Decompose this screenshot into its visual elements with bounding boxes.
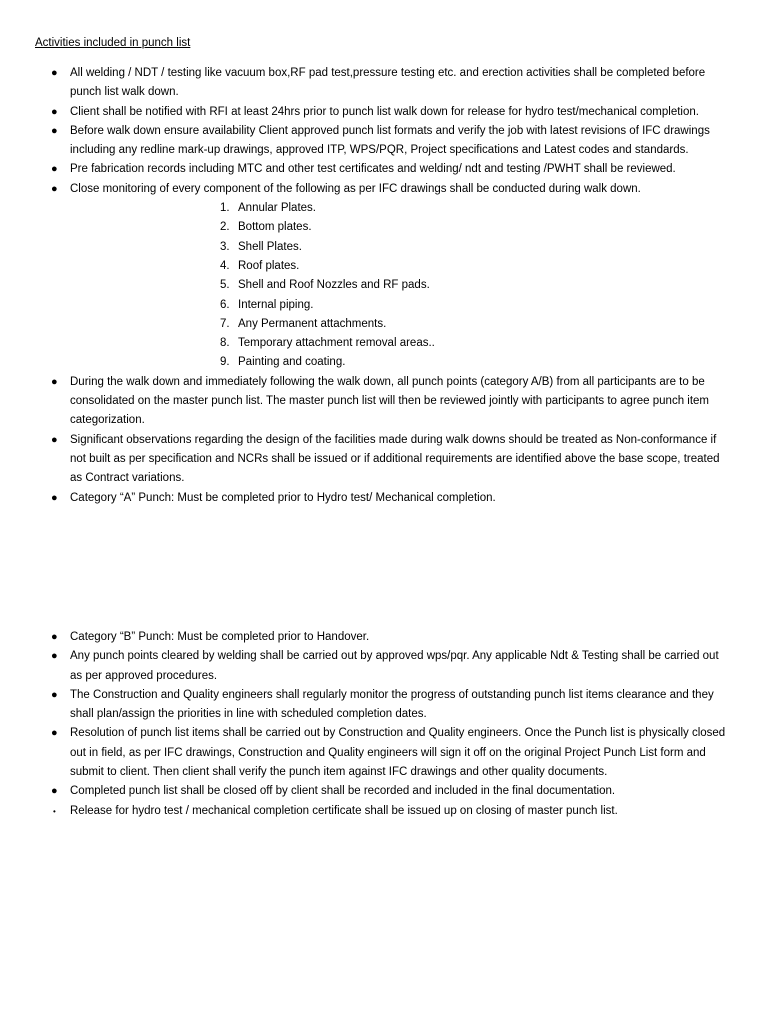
list-item-text: Significant observations regarding the design of the facilities made during walk downs should be treated as Non-conformance if not built as per specification and NCRs shall be issued or if additional requirements are identified above the base scope, treated as Contract variations.	[70, 433, 720, 485]
list-item	[0, 160, 768, 179]
list-item	[0, 647, 768, 686]
component-number: 5.	[220, 279, 230, 292]
bullet-icon: •	[53, 806, 56, 816]
component-text: Painting and coating.	[238, 356, 346, 369]
component-number: 3.	[220, 240, 230, 253]
bullet-icon: ●	[51, 491, 58, 504]
bullet-icon: ●	[51, 163, 58, 176]
list-item	[0, 802, 768, 821]
component-text: Bottom plates.	[238, 221, 312, 234]
component-number: 6.	[220, 298, 230, 311]
list-item	[0, 628, 768, 647]
bullet-icon: ●	[51, 785, 58, 798]
list-item-text: Before walk down ensure availability Client approved punch list formats and verify the job with latest revisions of IFC drawings including any redline mark-up drawings, approved ITP, WPS/PQR, Project specifications and Latest codes and standards.	[70, 124, 710, 157]
list-item-text: Any punch points cleared by welding shall be carried out by approved wps/pqr. Any applicable Ndt & Testing shall be carried out as per approved procedures.	[70, 650, 719, 682]
bullet-icon: ●	[51, 727, 58, 740]
list-item	[0, 180, 768, 373]
list-item-text: During the walk down and immediately following the walk down, all punch points (category A/B) from all participants are to be consolidated on the master punch list. The master punch list will then be reviewed jointly with participants to agree punch item categorization.	[70, 375, 710, 427]
list-item-text: Pre fabrication records including MTC and other test certificates and welding/ ndt and testing /PWHT shall be reviewed.	[70, 163, 676, 176]
component-number: 1.	[220, 202, 230, 215]
list-item-text: The Construction and Quality engineers shall regularly monitor the progress of outstanding punch list items clearance and they shall plan/assign the priorities in line with scheduled completion dates.	[70, 688, 714, 721]
component-number: 8.	[220, 337, 230, 350]
component-item	[70, 199, 732, 218]
list-item-text: Category “A” Punch: Must be completed prior to Hydro test/ Mechanical completion.	[70, 491, 496, 504]
list-item	[0, 373, 768, 431]
component-text: Annular Plates.	[238, 202, 316, 215]
list-item	[0, 431, 768, 489]
component-item	[70, 334, 732, 353]
component-item	[70, 276, 732, 295]
component-number: 7.	[220, 317, 230, 330]
bullet-icon: ●	[51, 124, 58, 137]
list-item	[0, 122, 768, 161]
list-item	[0, 782, 768, 801]
component-item	[70, 257, 732, 276]
component-item	[70, 315, 732, 334]
component-text: Temporary attachment removal areas..	[238, 337, 435, 350]
list-item	[0, 489, 768, 508]
list-item-text: Close monitoring of every component of the following as per IFC drawings shall be conducted during walk down.	[70, 182, 641, 195]
component-item	[70, 296, 732, 315]
component-number: 4.	[220, 259, 230, 272]
list-item-text: Category “B” Punch: Must be completed prior to Handover.	[70, 631, 370, 643]
bullet-icon: ●	[51, 631, 58, 643]
component-text: Shell Plates.	[238, 240, 302, 253]
component-number: 2.	[220, 221, 230, 234]
component-number: 9.	[220, 356, 230, 369]
bullet-icon: ●	[51, 650, 58, 663]
list-item-text: Release for hydro test / mechanical completion certificate shall be issued up on closing of master punch list.	[70, 804, 618, 817]
list-item-text: Completed punch list shall be closed off by client shall be recorded and included in the final documentation.	[70, 785, 616, 798]
bullet-icon: ●	[51, 688, 58, 701]
list-item	[0, 103, 768, 122]
component-list	[70, 199, 732, 373]
component-text: Roof plates.	[238, 259, 300, 272]
component-text: Any Permanent attachments.	[238, 317, 387, 330]
bullet-icon: ●	[51, 375, 58, 388]
bullet-icon: ●	[51, 105, 58, 118]
punch-list-activities-part-1	[0, 64, 768, 508]
list-item	[0, 64, 768, 103]
component-item	[70, 238, 732, 257]
bullet-icon: ●	[51, 182, 58, 195]
document-heading: Activities included in punch list	[35, 37, 191, 49]
bullet-icon: ●	[51, 67, 58, 79]
list-item	[0, 724, 768, 782]
punch-list-activities-part-2	[0, 628, 768, 821]
list-item	[0, 686, 768, 725]
list-item-text: Client shall be notified with RFI at least 24hrs prior to punch list walk down for release for hydro test/mechanical completion.	[70, 105, 699, 118]
bullet-icon: ●	[51, 433, 58, 446]
component-text: Shell and Roof Nozzles and RF pads.	[238, 279, 430, 292]
component-item	[70, 218, 732, 237]
component-item	[70, 353, 732, 372]
list-item-text: Resolution of punch list items shall be carried out by Construction and Quality engineers. Once the Punch list is physically closed out in field, as per IFC drawings, Construction and Quality engineers will sign it off on the original Project Punch List form and submit to client. Then client shall verify the punch item against IFC drawings and other quality documents.	[70, 727, 726, 779]
component-text: Internal piping.	[238, 298, 314, 311]
list-item-text: All welding / NDT / testing like vacuum box,RF pad test,pressure testing etc. and erection activities shall be completed before punch list walk down.	[70, 67, 706, 99]
